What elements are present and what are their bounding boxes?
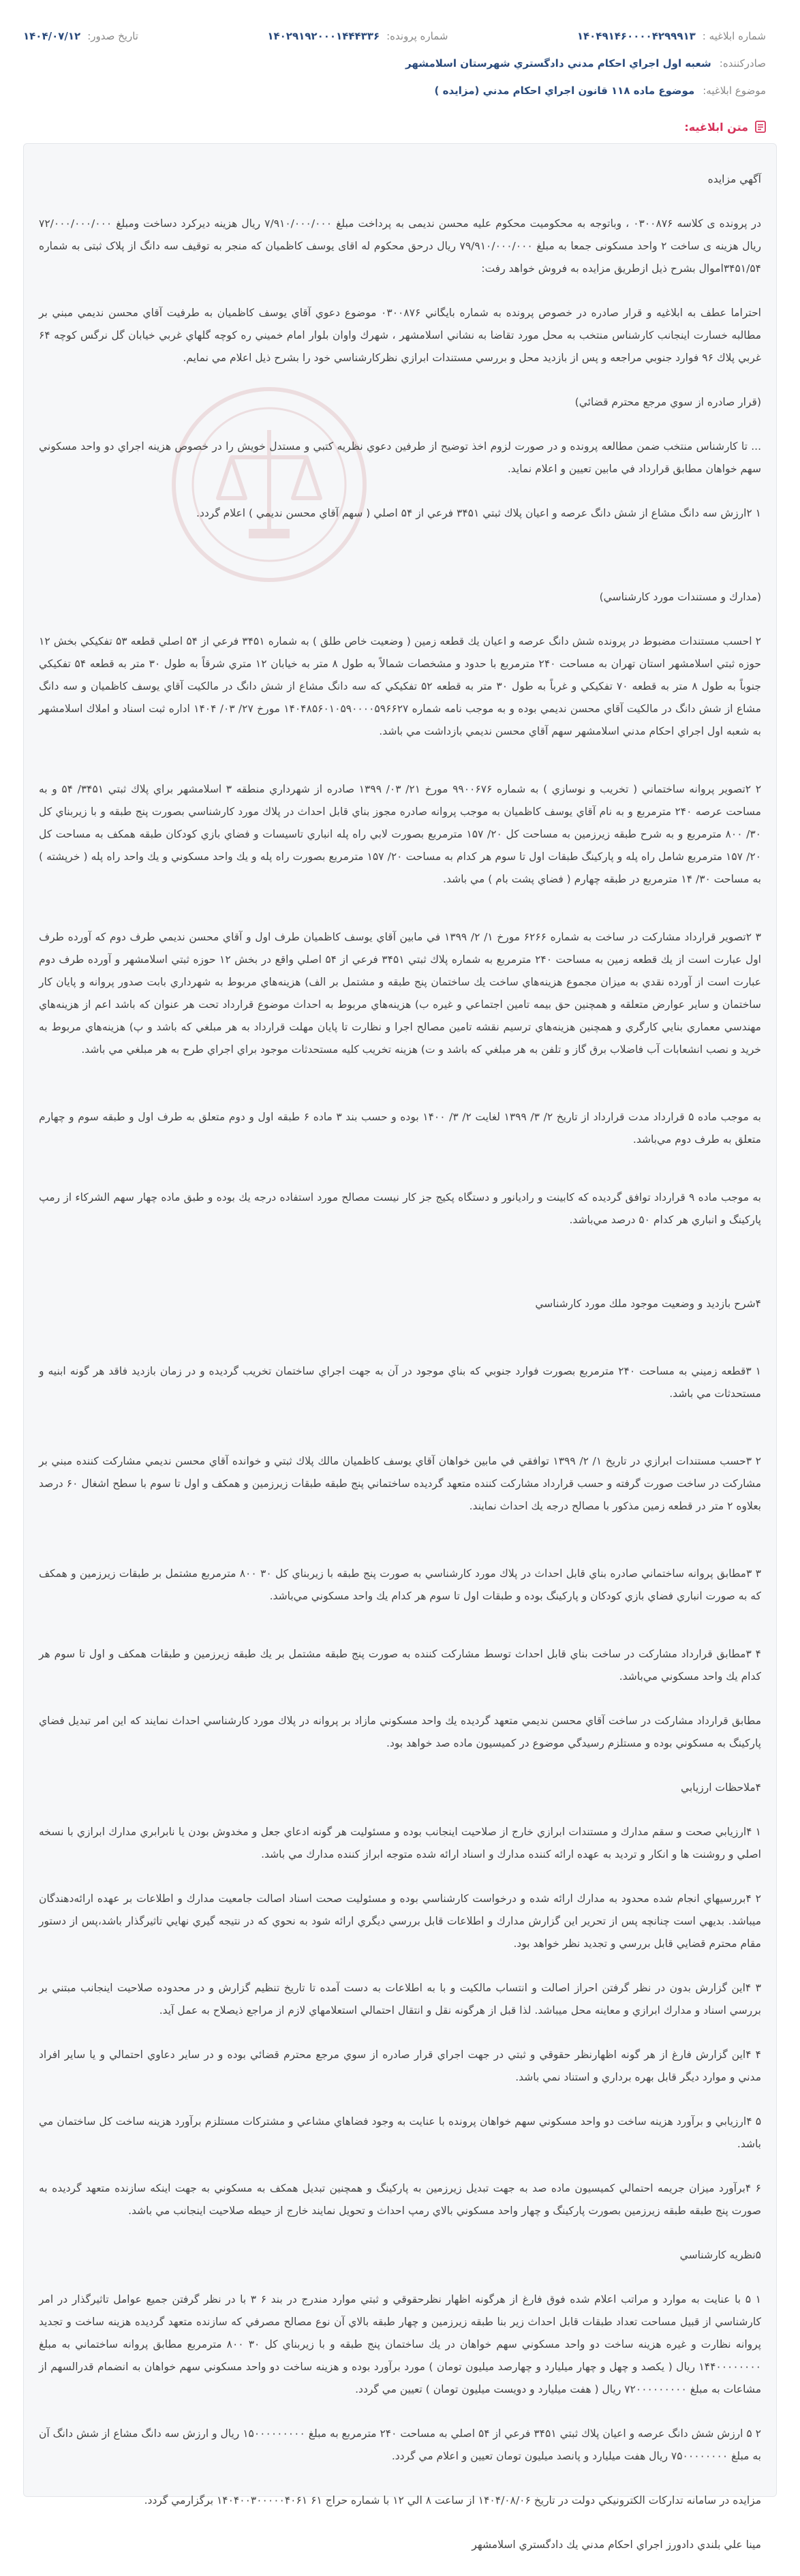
notice-paragraph: ۵نظريه كارشناسي	[679, 2249, 761, 2261]
issuer-row	[23, 57, 777, 70]
notice-paragraph: ۳ ۲تصوير قرارداد مشاركت در ساخت به شماره ۶۲۶۶ مورخ ۱/ ۲/ ۱۳۹۹ في مابين آقاي يوسف كاظميان طرف اول و آقاي محسن نديمي طرف دوم كه آورده طرف اول عبارت است از يك قطعه زمين به مساحت ۲۴۰ مترمربع به شماره پلاك ثبتي ۳۴۵۱ فرعي از ۵۴ اصلي واقع در بخش ۱۲ حوزه ثبتي اسلامشهر و آورده طرف دوم عبارت است از آورده نقدي به ميزان مجموع هزينه‌هاي ساخت يك ساختمان پنج طبقه و مشتمل بر الف) هزينه‌هاي مربوط به شهرداري بابت صدور پروانه و پايان كار ساختمان و ساير عوارض متعلقه و همچنين حق بيمه تامين اجتماعي و غيره ب) هزينه‌هاي مربوط به احداث موضوع قرارداد تحت هر عنوان كه باشد اعم از هزينه‌هاي مهندسي معماري بنايي كارگري و همچنين هزينه‌هاي ترسيم نقشه تامين مصالح اجرا و نظارت تا پايان مهلت قرارداد به هر مبلغي كه باشد و پ) هزينه‌هاي مربوط به خريد و نصب انشعابات آب فاضلاب برق گاز و تلفن به هر مبلغي كه باشد و ت) هزينه تخريب كليه مستحدثات موجود براي اجراي طرح به هر مبلغي مي باشد.	[39, 931, 761, 1056]
notice-paragraph: در پرونده ی کلاسه ۰۳۰۰۸۷۶ ، وباتوجه به محکومیت محکوم علیه محسن ندیمی به پرداخت مبلغ ۷/۹۱۰/۰۰۰/۰۰۰ ریال هزینه دیرکرد دساخت ومبلغ ۷۲/۰۰۰/۰۰۰/۰۰۰ ریال هزینه ی ساخت ۲ واحد مسکونی جمعا به مبلغ ۷۹/۹۱۰/۰۰۰/۰۰۰ ریال درحق محکوم له اقای یوسف کاظمیان که منجر به توقیف سه دانگ از پلاک ثبتی به شماره ۳۴۵۱/۵۴اموال بشرح ذیل ازطریق مزایده به فروش خواهد رفت:	[39, 217, 762, 275]
header-meta-row	[23, 0, 777, 42]
case-number-label: شماره پرونده:	[386, 30, 448, 42]
notice-paragraph: ۲ ۳حسب مستندات ابرازي در تاريخ ۱/ ۲/ ۱۳۹۹ توافقي في مابين خواهان آقاي يوسف كاظميان مالك پلاك ثبتي و خوانده آقاي محسن نديمي مشاركت كننده مبني بر مشاركت در ساخت صورت گرفته و حسب قرارداد مشاركت كننده متعهد گرديده ساختماني پنج طبقه طبقات زيرزمين و همكف و اول تا سوم با سطح اشغال ۶۰ درصد بعلاوه ۲ متر در قطعه زمين مذكور با مصالح درجه يك احداث نمايند.	[39, 1455, 761, 1512]
notice-paragraph: ۳ ۴اين گزارش بدون در نظر گرفتن احراز اصالت و انتساب مالكيت و با به اطلاعات به دست آمده تا تاريخ تنظيم گزارش و در محدوده صلاحيت اينجانب مبتني بر بررسي اسناد و مدارك ابرازي و معاينه محل ميباشد. لذا قبل از هرگونه نقل و انتقال احتمالي استعلامهاي لازم از مراجع ذيصلاح به عمل آيد.	[39, 1982, 761, 2017]
notice-paragraph: (قرار صادره از سوي مرجع محترم قضائي)	[574, 396, 761, 408]
notice-paragraph: ۴ملاحظات ارزيابي	[681, 1781, 761, 1794]
notice-paragraph: ۵ ۴ارزيابي و برآورد هزينه ساخت دو واحد مسكوني سهم خواهان پرونده با عنايت به وجود فضاهاي مشاعي و مشتركات مستلزم برآورد هزينه ساخت كل ساختمان مي باشد.	[39, 2115, 762, 2150]
notice-number-label: شماره ابلاغيه :	[702, 30, 766, 42]
issuer-label: صادرکننده:	[719, 57, 766, 70]
notice-paragraph: به موجب ماده ۵ قرارداد مدت قرارداد از تاريخ ۲/ ۳/ ۱۳۹۹ لغايت ۲/ ۳/ ۱۴۰۰ بوده و حسب بند ۳ ماده ۶ طبقه اول و دوم متعلق به طرف اول و طبقه سوم و چهارم متعلق به طرف دوم مي‌باشد.	[39, 1111, 761, 1146]
notice-paragraph: احتراما عطف به ابلاغيه و قرار صادره در خصوص پرونده به شماره بايگاني ۰۳۰۰۸۷۶ موضوع دعوي آقاي يوسف كاظميان به طرفيت آقاي محسن نديمي مبني بر مطالبه خسارت اينجانب كارشناس منتخب به محل مورد تقاضا به نشاني اسلامشهر ، شهرك واوان بلوار امام خميني ره كوچه گلهاي غربي خيابان گل نرگس كوچه ۶۴ غربي پلاك ۹۶ فوارد جنوبي مراجعه و پس از بازديد محل و بررسي مستندات ابرازي نظركارشناسي خود را بشرح ذيل اعلام مي نمايم.	[39, 307, 761, 364]
signature-line: مينا علي بلندي دادورز اجراي احكام مدني يك دادگستري اسلامشهر	[472, 2539, 761, 2551]
subject-value: موضوع ماده ۱۱۸ قانون اجراي احكام مدني (مزايده )	[434, 85, 695, 97]
panel-title	[23, 120, 767, 134]
notice-paragraph: مطابق قرارداد مشاركت در ساخت آقاي محسن نديمي متعهد گرديده يك واحد مسكوني مازاد بر پروانه در پلاك مورد كارشناسي احداث نمايند كه اين امر تبديل فضاي پاركينگ به مسكوني بوده و مستلزم رسيدگي موضوع در كميسيون ماده صد خواهد بود.	[39, 1715, 761, 1749]
notice-paragraph: ۲ احسب مستندات مضبوط در پرونده شش دانگ عرصه و اعيان يك قطعه زمين ( وضعيت خاص طلق ) به شماره ۳۴۵۱ فرعي از ۵۴ اصلي قطعه ۵۳ تفكيكي بخش ۱۲ حوزه ثبتي اسلامشهر استان تهران به مساحت ۲۴۰ مترمربع با حدود و مشخصات شمالاً به طول ۸ متر به خيابان ۱۲ متري شرقاً به طول ۳۰ متر به قطعه ۵۴ تفكيكي جنوباً به طول ۸ متر به قطعه ۷۰ تفكيكي و غرباً به طول ۳۰ متر به قطعه ۵۲ تفكيكي كه سه دانگ مشاع از شش دانگ در مالكيت آقاي يوسف كاظميان و سه دانگ مشاع از شش دانگ در مالكيت آقاي محسن نديمي بوده و به موجب نامه شماره ۱۴۰۴۸۵۶۰۱۰۵۹۰۰۰۰۵۹۶۶۲۷ مورخ ۲۷/ ۰۳/ ۱۴۰۴ اداره ثبت اسناد و املاك اسلامشهر به شعبه اول اجراي احكام مدني اسلامشهر سهم آقاي محسن نديمي بازداشت مي باشد.	[39, 635, 761, 737]
case-number	[267, 30, 448, 42]
notice-body-panel	[23, 143, 777, 2551]
notice-paragraph: ۳ ۳مطابق پروانه ساختماني صادره بناي قابل احداث در پلاك مورد كارشناسي به صورت پنج طبقه با زيربناي كل ۳۰ ۸۰۰ مترمربع مشتمل بر طبقات زيرزمين و همكف كه به صورت انباري فضاي بازي كودكان و پاركينگ بوده و طبقات اول تا سوم هر كدام يك واحد مسكوني مي‌باشد.	[39, 1567, 761, 1602]
subject-label: موضوع ابلاغيه:	[703, 85, 766, 97]
notice-paragraph: ... تا كارشناس منتخب ضمن مطالعه پرونده و در صورت لزوم اخذ توضيح از طرفين دعوي نظريه كتبي و مستدل خويش را در خصوص هزينه اجراي دو واحد مسكوني سهم خواهان مطابق قرارداد في مابين تعيين و اعلام نمايد.	[39, 440, 761, 475]
notice-paragraph: (مدارك و مستندات مورد كارشناسي)	[599, 591, 761, 603]
notice-paragraph: ۱ ۴ارزيابي صحت و سقم مدارك و مستندات ابرازي خارج از صلاحيت اينجانب بوده و مسئوليت هر گونه ادعاي جعل و مخدوش بودن يا نابرابري مدارك ابرازي با نسخه اصلي و روشنت ها و انكار و ترديد به عهده ارائه كننده مدارك و اسناد ارائه شده متوجه ابراز كننده مدارك مي باشد.	[39, 1826, 761, 1860]
notice-paragraph: آگهي مزايده	[707, 173, 761, 185]
notice-number-value: ۱۴۰۴۹۱۴۶۰۰۰۰۴۲۹۹۹۱۳	[576, 30, 696, 42]
notice-header	[23, 0, 777, 102]
notice-paragraph: ۱ ۲ارزش سه دانگ مشاع از شش دانگ عرصه و اعيان پلاك ثبتي ۳۴۵۱ فرعي از ۵۴ اصلي ( سهم آقاي محسن نديمي ) اعلام گردد.	[196, 507, 761, 519]
issuer-value: شعبه اول اجراي احکام مدني دادگستري شهرستان اسلامشهر	[405, 57, 711, 70]
notice-paragraph: ۴ ۴اين گزارش فارغ از هر گونه اظهارنظر حقوقي و ثبتي در جهت اجراي قرار صادره از سوي مرجع محترم قضائي بوده و در ساير دعاوي احتمالي و يا ساير افراد مدني و موارد ديگر قابل بهره برداري و استناد نمي باشد.	[39, 2049, 761, 2083]
document-icon	[754, 120, 767, 134]
notice-paragraph: ۲ ۵ ارزش شش دانگ عرصه و اعيان پلاك ثبتي ۳۴۵۱ فرعي از ۵۴ اصلي به مساحت ۲۴۰ مترمربع به مبلغ ۱۵۰۰۰۰۰۰۰۰۰ ريال و ارزش سه دانگ مشاع از شش دانگ آن به مبلغ ۷۵۰۰۰۰۰۰۰۰ ريال هفت ميليارد و پانصد ميليون تومان تعيين و اعلام مي گردد.	[39, 2427, 761, 2462]
notice-paragraph: ۴ ۳مطابق قرارداد مشاركت در ساخت بناي قابل احداث توسط مشاركت كننده به صورت پنج طبقه مشتمل بر يك طبقه زيرزمين و طبقات همكف و اول تا سوم هر كدام يك واحد مسكوني مي‌باشد.	[39, 1648, 761, 1683]
notice-paragraph: ۲ ۴بررسيهاي انجام شده محدود به مدارك ارائه شده و درخواست كارشناسي بوده و مسئوليت صحت اسناد اصالت جامعيت مدارك و اطلاعات بر عهده ارائه‌دهندگان ميباشد. بديهي است چنانچه پس از تحرير اين گزارش مدارك و اطلاعات قابل بررسي ديگري ارائه شود به نحوي كه در نتيجه گيري نهايي تاثيرگذار باشد،پس از دستور مقام محترم قضايي قابل بررسي و تجديد نظر خواهد بود.	[39, 1892, 761, 1950]
subject-row	[23, 85, 777, 97]
issue-date-label: تاريخ صدور:	[87, 30, 138, 42]
issue-date	[23, 30, 138, 42]
notice-paragraph: مزايده در سامانه تداركات الكترونيكي دولت در تاريخ ۱۴۰۴/۰۸/۰۶ از ساعت ۸ الي ۱۲ با شماره حراج ۶۱ ۱۴۰۴۰۰۳۰۰۰۰۰۴۰۶۱ برگزارمي گردد.	[144, 2494, 761, 2506]
case-number-value: ۱۴۰۲۹۱۹۲۰۰۰۱۴۴۴۳۳۶	[267, 30, 380, 42]
notice-paragraph: ۲ ۲تصوير پروانه ساختماني ( تخريب و نوسازي ) به شماره ۹۹۰۰۶۷۶ مورخ ۲۱/ ۰۳/ ۱۳۹۹ صادره از شهرداري منطقه ۳ اسلامشهر براي پلاك ثبتي ۳۴۵۱/ ۵۴ و به مساحت عرصه ۲۴۰ مترمربع و به نام آقاي يوسف كاظميان به موجب پروانه صادره مجوز بناي قابل احداث در پلاك مورد كارشناسي بصورت پنج طبقه و با زيربناي كل ۳۰/ ۸۰۰ مترمربع و به شرح طبقه زيرزمين به مساحت كل ۲۰/ ۱۵۷ مترمربع بصورت لابي راه پله انباري تاسيسات و فضاي بازي كودكان طبقه همكف به مساحت كل ۲۰/ ۱۵۷ مترمربع شامل راه پله و پاركينگ طبقات اول تا سوم هر كدام به مساحت ۲۰/ ۱۵۷ مترمربع بصورت راه پله و يك واحد مسكوني و يك واحد راه پله ( خرپشته ) به مساحت ۳۰/ ۱۴ مترمربع در طبقه چهارم ( فضاي پشت بام ) مي باشد.	[39, 783, 762, 885]
panel-title-text: متن ابلاغيه:	[684, 120, 748, 134]
notice-paragraph: ۱ ۵ با عنايت به موارد و مراتب اعلام شده فوق فارغ از هرگونه اظهار نظرحقوقي و ثبتي موارد مندرج در بند ۶ ۳ با در نظر گرفتن جميع عوامل تاثيرگذار در امر كارشناسي از قبيل مساحت تعداد طبقات قابل احداث زير بنا طبقه زيرزمين و چهار طبقه بالاي آن نوع مصالح مصرفي كه سازنده متعهد گرديده هزينه ساخت و تجديد پروانه نظارت و غيره هزينه ساخت دو واحد مسكوني سهم خواهان در يك ساختمان پنج طبقه و با زيربناي كل ۳۰ ۸۰۰ مترمربع مطابق پروانه ساختماني به مبلغ ۱۴۴۰۰۰۰۰۰۰۰ ريال ( يكصد و چهل و چهار ميليارد و چهارصد ميليون تومان ) مورد برآورد بوده و هزينه ساخت دو واحد مسكوني سهم خواهان به انضمام قدرالسهم از مشاعات به مبلغ ۷۲۰۰۰۰۰۰۰۰۰ ريال ( هفت ميليارد و دويست ميليون تومان ) تعيين مي گردد.	[39, 2293, 761, 2395]
notice-paragraph: ۱ ۳قطعه زميني به مساحت ۲۴۰ مترمربع بصورت فوارد جنوبي كه بناي موجود در آن به جهت اجراي ساختمان تخريب گرديده و در زمان بازديد فاقد هر گونه ابنيه و مستحدثات مي باشد.	[39, 1365, 761, 1400]
notice-paragraph: ۴شرح بازديد و وضعيت موجود ملك مورد كارشناسي	[535, 1298, 761, 1310]
notice-paragraph: ۶ ۴برآورد ميزان جريمه احتمالي كميسيون ماده صد به جهت تبديل زيرزمين به پاركينگ و همچنين تبديل همكف به مسكوني به جهت اينكه سازنده متعهد گرديده به صورت پنج طبقه طبقه زيرزمين بصورت پاركينگ و چهار واحد مسكوني بالاي رمپ احداث و تحويل نمايند خارج از حيطه صلاحيت اينجانب مي باشد.	[39, 2182, 761, 2217]
notice-number	[577, 30, 766, 42]
issue-date-value: ۱۴۰۴/۰۷/۱۲	[23, 30, 81, 42]
notice-paragraph: به موجب ماده ۹ قرارداد توافق گرديده كه كابينت و راديانور و دستگاه پكيج جز كار نيست مصالح مورد استفاده درجه يك بوده و طبق ماده چهار سهم الشركاء از رمپ پاركينگ و انباري هر كدام ۵۰ درصد مي‌باشد.	[39, 1191, 761, 1226]
